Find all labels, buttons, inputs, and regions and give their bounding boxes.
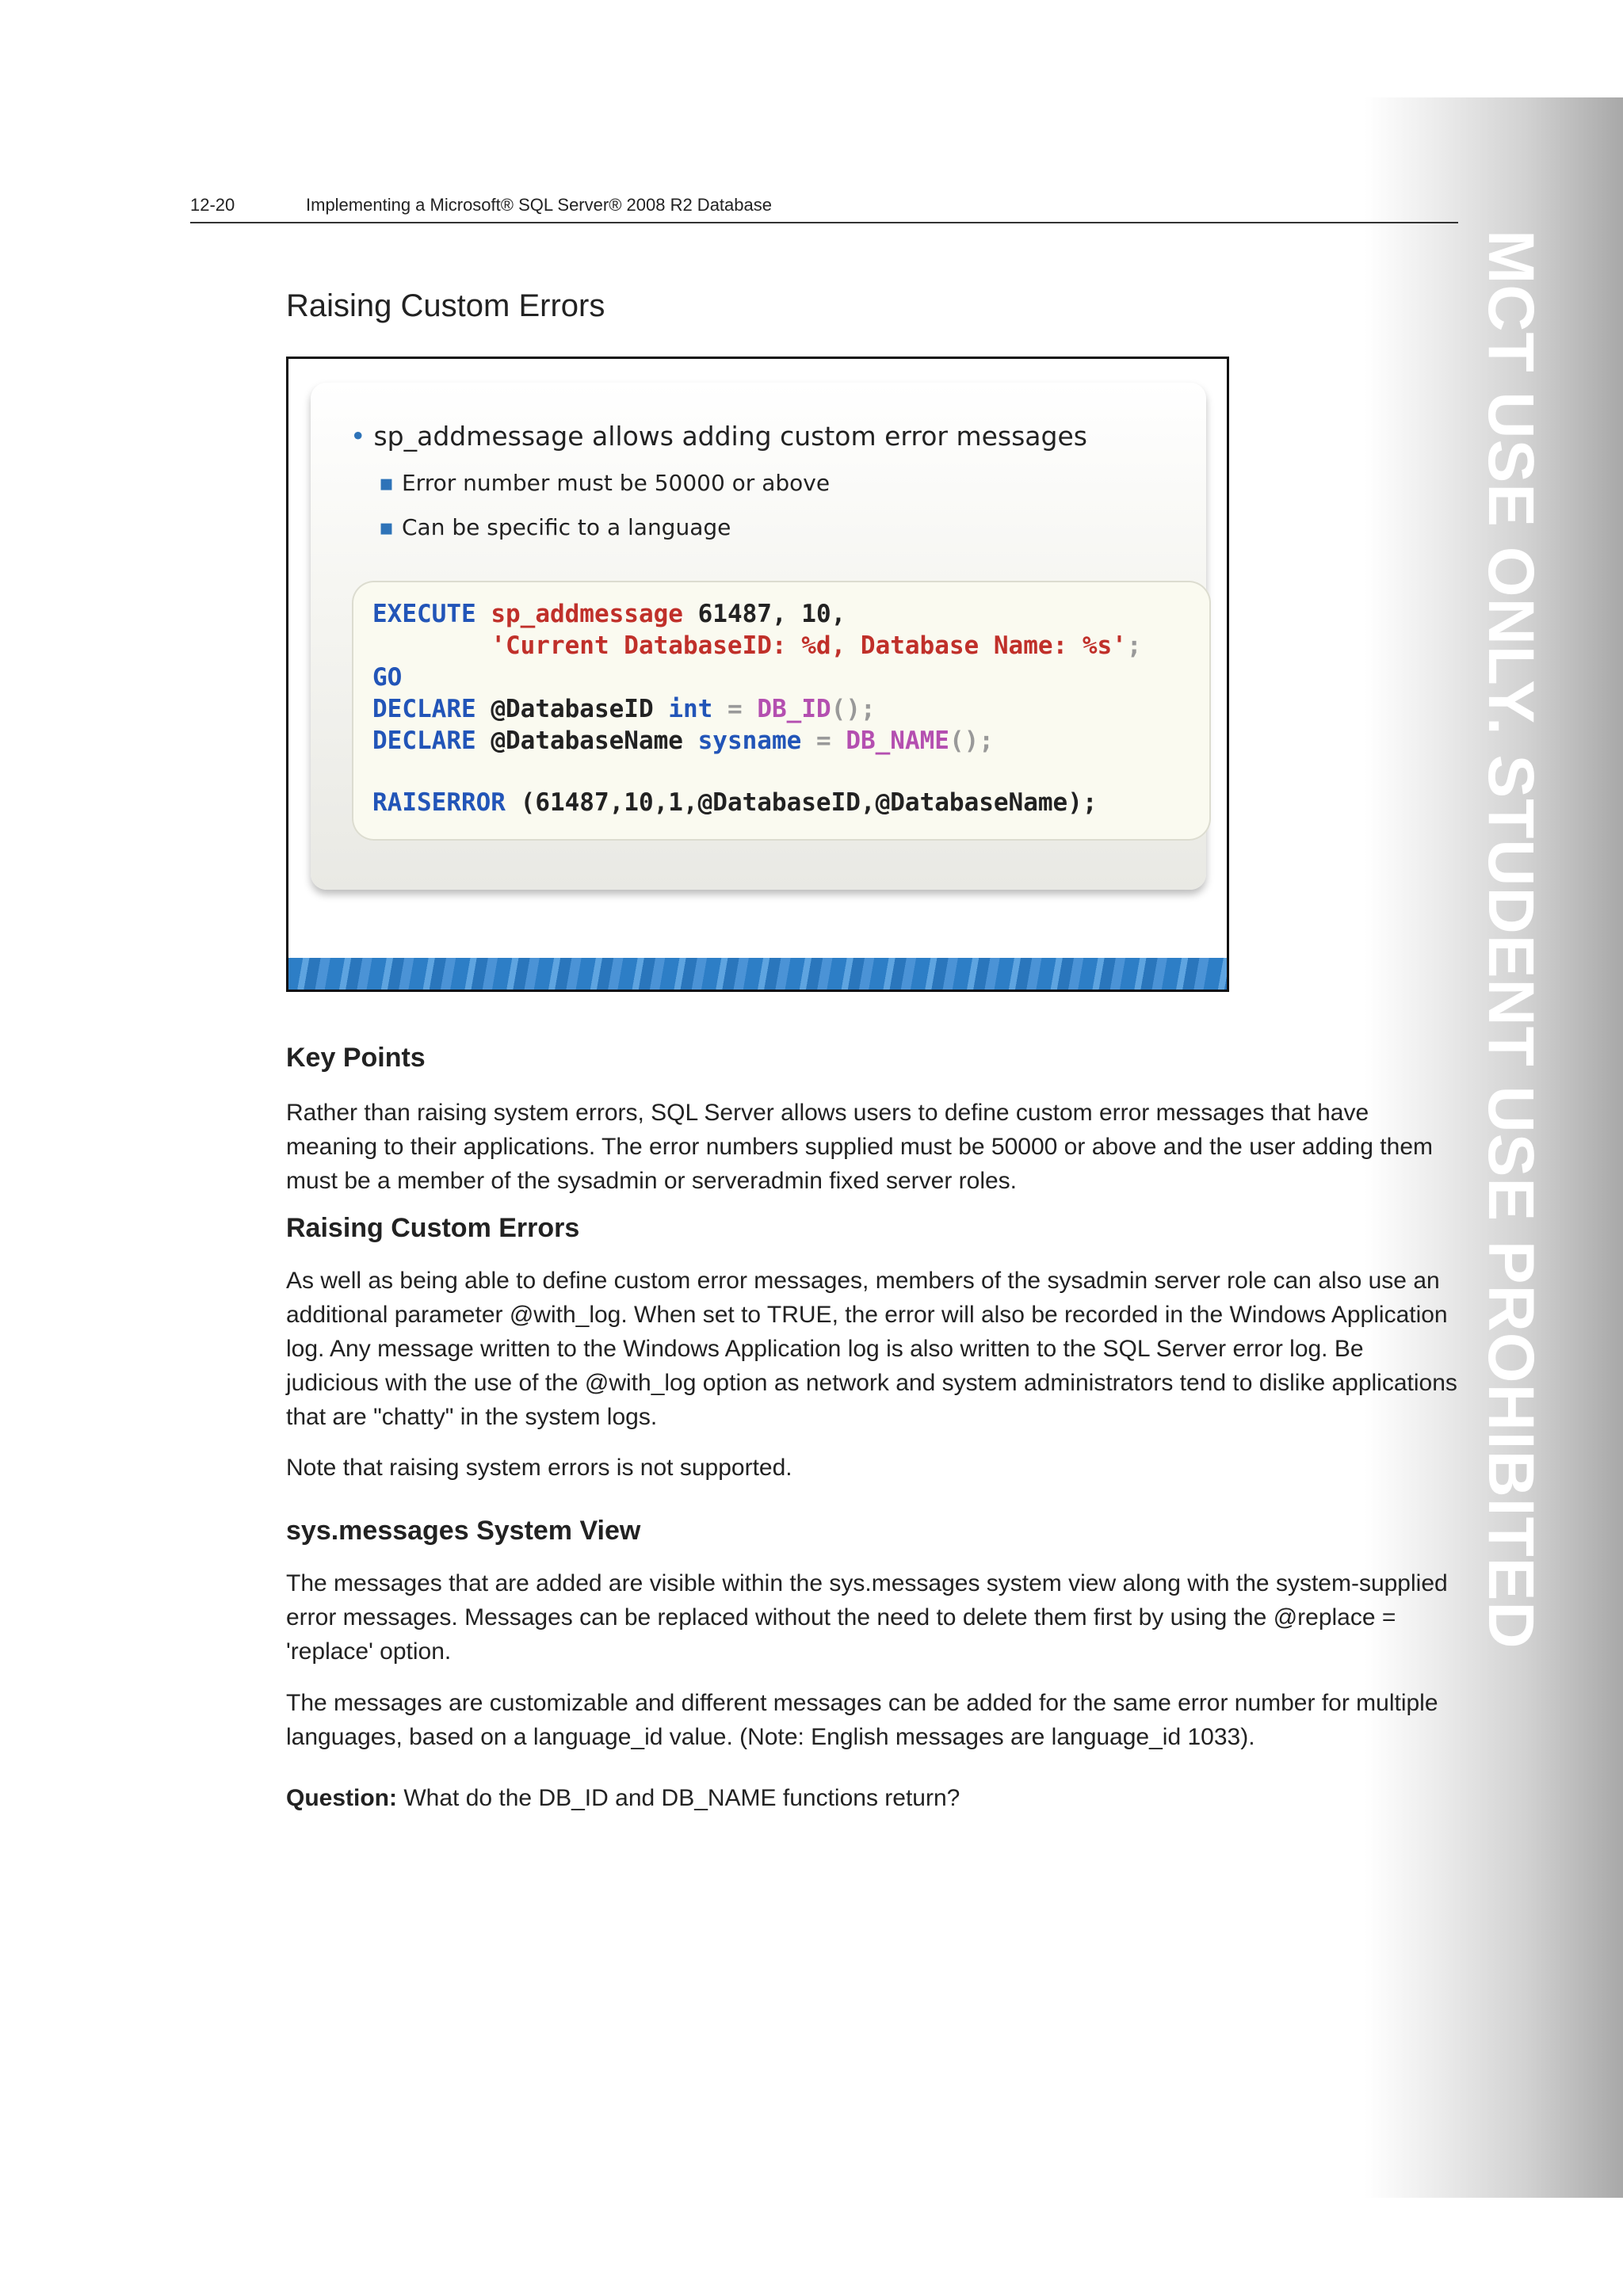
page-title: Raising Custom Errors — [286, 288, 605, 323]
sysmessages-heading: sys.messages System View — [286, 1516, 641, 1546]
slide-bullet-sub: ▪ Error number must be 50000 or above — [379, 470, 831, 496]
book-title: Implementing a Microsoft® SQL Server® 2008 R2 Database — [306, 195, 772, 215]
question-label: Question: — [286, 1785, 397, 1811]
code-line: DECLARE @DatabaseName sysname = DB_NAME(); — [372, 727, 994, 755]
code-line: EXECUTE sp_addmessage 61487, 10, — [372, 600, 846, 628]
page-number: 12-20 — [190, 195, 235, 215]
raising-errors-heading: Raising Custom Errors — [286, 1213, 580, 1243]
raising-errors-paragraph: As well as being able to define custom error messages, members of the sysadmin server role can also use an additional parameter @with_log. When set to TRUE, the error will also be recorded in the Windows Application log. Any message written to the Windows Application log is also written to the SQL Server error log. Be judicious with the use of the @with_log option as network and system administrators tend to dislike applications that are "chatty" in the system logs. — [286, 1268, 1457, 1430]
slide-panel — [311, 383, 1206, 890]
watermark-text: MCT USE ONLY. STUDENT USE PROHIBITED — [1475, 230, 1547, 1650]
code-line: DECLARE @DatabaseID int = DB_ID(); — [372, 695, 876, 723]
code-block — [352, 581, 1211, 841]
code-line: GO — [372, 663, 403, 692]
raising-errors-note: Note that raising system errors is not supported. — [286, 1455, 792, 1481]
slide-image — [286, 357, 1229, 992]
code-line: 'Current DatabaseID: %d, Database Name: %s'; — [491, 631, 1142, 660]
bullet-icon: ▪ — [379, 470, 394, 496]
slide-footer-bar — [288, 958, 1227, 990]
sysmessages-paragraph-1: The messages that are added are visible within the sys.messages system view along with the system-supplied error messages. Messages can be replaced without the need to delete them first by using the @replace = 'replace' option. — [286, 1570, 1448, 1665]
code-line: RAISERROR (61487,10,1,@DatabaseID,@DatabaseName); — [372, 788, 1098, 817]
key-points-heading: Key Points — [286, 1043, 426, 1073]
bullet-icon: ▪ — [379, 514, 394, 540]
question-text: What do the DB_ID and DB_NAME functions return? — [403, 1785, 960, 1811]
bullet-icon: • — [350, 421, 366, 452]
slide-bullet-sub: ▪ Can be specific to a language — [379, 514, 731, 540]
slide-bullet-main: • sp_addmessage allows adding custom error messages — [350, 421, 1087, 452]
question — [286, 1785, 960, 1812]
header-rule — [190, 222, 1458, 223]
sysmessages-paragraph-2: The messages are customizable and different messages can be added for the same error number for multiple languages, based on a language_id value. (Note: English messages are language_id 1033). — [286, 1690, 1438, 1750]
key-points-paragraph: Rather than raising system errors, SQL Server allows users to define custom error messages that have meaning to their applications. The error numbers supplied must be 50000 or above and the user adding them must be a member of the sysadmin or serveradmin fixed server roles. — [286, 1100, 1434, 1194]
